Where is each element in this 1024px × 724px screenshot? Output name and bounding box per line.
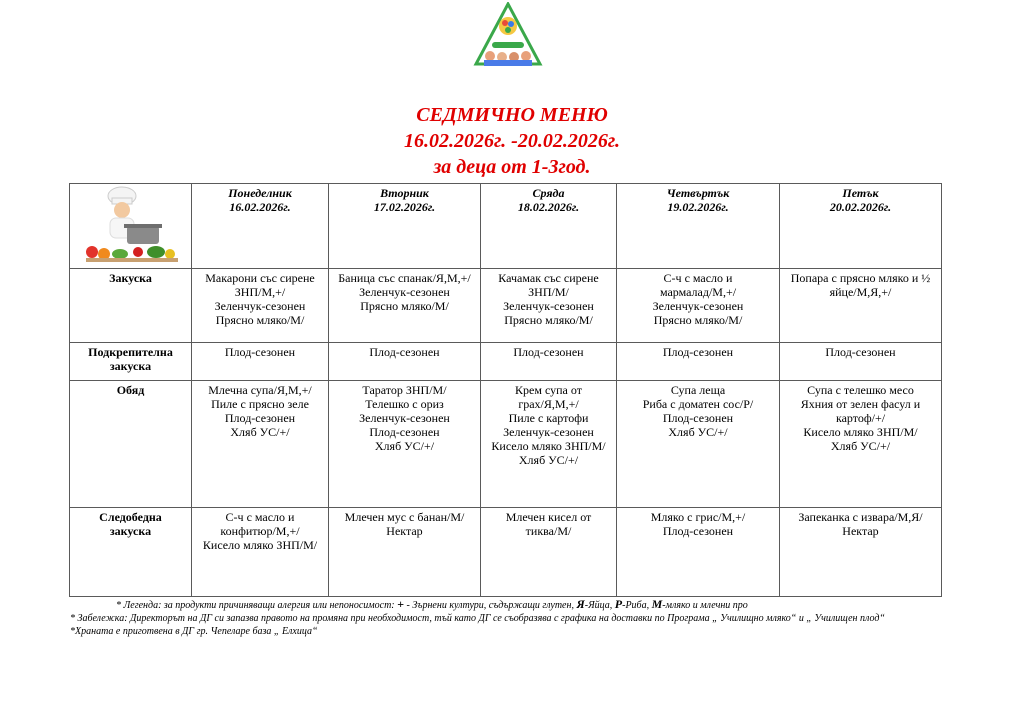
- menu-item: Плод-сезонен: [513, 345, 584, 360]
- menu-item: Яхния от зелен фасул и: [800, 397, 921, 412]
- menu-cell-friday: [780, 508, 942, 597]
- menu-item: Кисело мляко ЗНП/М/: [202, 538, 318, 553]
- menu-item: яйце/М,Я,+/: [829, 284, 892, 299]
- menu-item: Кисело мляко ЗНП/М/: [491, 439, 606, 454]
- menu-item: Качамак със сирене: [498, 270, 599, 285]
- menu-item: ЗНП/М,+/: [234, 284, 286, 299]
- menu-item: Хляб УС/+/: [518, 453, 579, 468]
- menu-item: Хляб УС/+/: [230, 425, 290, 440]
- menu-item: Плод-сезонен: [224, 345, 296, 360]
- menu-item: Зеленчук-сезонен: [652, 298, 744, 313]
- meal-row-lunch: [70, 381, 942, 508]
- meal-row-breakfast: [70, 268, 942, 343]
- menu-cell-tuesday: [329, 508, 481, 597]
- menu-cell-thursday: [617, 343, 780, 381]
- meal-label: [70, 508, 192, 597]
- menu-item: Хляб УС/+/: [668, 425, 728, 440]
- menu-item: Прясно мляко/М/: [653, 312, 743, 327]
- menu-cell-monday: [192, 343, 329, 381]
- meal-row-afternoon-snack: [70, 508, 942, 597]
- kindergarten-logo: [472, 2, 544, 70]
- menu-item: Плод-сезонен: [369, 345, 440, 360]
- menu-item: Зеленчук-сезонен: [503, 425, 594, 440]
- menu-item: С-ч с масло и: [663, 270, 733, 285]
- preparation-note: *Храната е приготвена в ДГ гр. Чепеларе база „ Елхица“: [70, 626, 318, 637]
- menu-item: Плод-сезонен: [369, 425, 440, 440]
- chef-illustration-cell: [70, 184, 192, 269]
- menu-item: Зеленчук-сезонен: [359, 284, 450, 299]
- menu-item: Зеленчук-сезонен: [214, 298, 306, 313]
- menu-cell-wednesday: [481, 381, 617, 508]
- menu-item: Нектар: [386, 524, 423, 539]
- day-header-wednesday: Сряда 18.02.2026г.: [481, 184, 617, 269]
- menu-item: Баница със спанак/Я,М,+/: [338, 270, 471, 285]
- menu-item: Нектар: [842, 524, 879, 539]
- menu-item: мармалад/М,+/: [659, 284, 737, 299]
- menu-item: Риба с доматен сос/Р/: [642, 397, 754, 412]
- menu-item: тиква/М/: [525, 524, 572, 539]
- menu-item: Прясно мляко/М/: [215, 312, 305, 327]
- meal-label-line: закуска: [109, 359, 152, 374]
- menu-item: Попара с прясно мляко и ½: [790, 270, 931, 285]
- menu-item: картоф/+/: [835, 411, 886, 426]
- menu-item: Млечен кисел от: [505, 510, 592, 525]
- menu-item: грах/Я,М,+/: [518, 397, 579, 412]
- menu-cell-monday: [192, 508, 329, 597]
- meal-label: [70, 381, 192, 508]
- menu-item: Зеленчук-сезонен: [359, 411, 450, 426]
- child-chef-image: [72, 184, 190, 264]
- menu-item: Таратор ЗНП/М/: [362, 383, 447, 398]
- menu-cell-tuesday: [329, 268, 481, 343]
- day-header-monday: Понеделник 16.02.2026г.: [192, 184, 329, 269]
- menu-cell-friday: [780, 343, 942, 381]
- meal-row-snack: [70, 343, 942, 381]
- director-note: * Забележка: Директорът на ДГ си запазва правото на промяна при необходимост, тъй като ДГ се съобразява с графика на доставки по Програма „ Училищно мляко“ и „ Училищен плод“: [70, 613, 885, 624]
- menu-cell-friday: [780, 381, 942, 508]
- meal-label-line: Подкрепителна: [88, 345, 173, 360]
- menu-item: Запеканка с извара/М,Я/: [798, 510, 923, 525]
- menu-item: Плод-сезонен: [224, 411, 296, 426]
- weekly-menu-table: [69, 183, 942, 597]
- table-header-row: [70, 184, 942, 269]
- menu-item: Зеленчук-сезонен: [503, 298, 594, 313]
- menu-item: Плод-сезонен: [662, 524, 734, 539]
- menu-item: Супа с телешко месо: [807, 383, 914, 398]
- menu-item: Млечна супа/Я,М,+/: [208, 383, 312, 398]
- menu-item: ЗНП/М/: [528, 284, 569, 299]
- menu-cell-friday: [780, 268, 942, 343]
- menu-item: Кисело мляко ЗНП/М/: [803, 425, 918, 440]
- menu-item: Телешко с ориз: [365, 397, 444, 412]
- menu-item: Крем супа от: [515, 383, 582, 398]
- meal-label: [70, 268, 192, 343]
- menu-cell-thursday: [617, 268, 780, 343]
- menu-cell-tuesday: [329, 343, 481, 381]
- menu-item: Пиле с прясно зеле: [211, 397, 309, 412]
- menu-item: Пиле с картофи: [508, 411, 589, 426]
- menu-cell-thursday: [617, 381, 780, 508]
- menu-cell-monday: [192, 381, 329, 508]
- menu-item: С-ч с масло и: [225, 510, 295, 525]
- menu-title: [0, 102, 1024, 180]
- menu-cell-monday: [192, 268, 329, 343]
- menu-item: Млечен мус с банан/М/: [344, 510, 465, 525]
- menu-cell-thursday: [617, 508, 780, 597]
- menu-item: Хляб УС/+/: [374, 439, 435, 454]
- menu-cell-wednesday: [481, 343, 617, 381]
- menu-item: Плод-сезонен: [825, 345, 896, 360]
- menu-item: Плод-сезонен: [662, 345, 734, 360]
- footnotes: [70, 598, 970, 638]
- menu-item: Прясно мляко/М/: [504, 312, 593, 327]
- allergen-legend: * Легенда: за продукти причиняващи алергия или непоносимост: + - Зърнени култури, съдържащи глутен, Я-Яйца, Р-Риба, М-мляко и млечни про: [116, 597, 748, 611]
- title-age-group: за деца от 1-3год.: [433, 156, 591, 178]
- meal-label-line: Обяд: [116, 383, 145, 398]
- menu-item: Прясно мляко/М/: [360, 298, 449, 313]
- day-header-tuesday: Вторник 17.02.2026г.: [329, 184, 481, 269]
- title-date-range: 16.02.2026г. -20.02.2026г.: [404, 130, 620, 152]
- menu-item: Супа леща: [670, 383, 726, 398]
- day-header-thursday: Четвъртък 19.02.2026г.: [617, 184, 780, 269]
- title-heading: СЕДМИЧНО МЕНЮ: [416, 104, 608, 126]
- menu-item: Хляб УС/+/: [830, 439, 891, 454]
- menu-cell-wednesday: [481, 508, 617, 597]
- meal-label-line: закуска: [109, 524, 152, 539]
- meal-label-line: Закуска: [109, 270, 152, 285]
- menu-item: Плод-сезонен: [662, 411, 734, 426]
- meal-label-line: Следобедна: [99, 510, 162, 525]
- menu-cell-wednesday: [481, 268, 617, 343]
- menu-item: Макарони със сирене: [205, 270, 315, 285]
- day-header-friday: Петък 20.02.2026г.: [780, 184, 942, 269]
- menu-item: конфитюр/М,+/: [220, 524, 300, 539]
- menu-item: Мляко с грис/М,+/: [650, 510, 746, 525]
- menu-cell-tuesday: [329, 381, 481, 508]
- meal-label: [70, 343, 192, 381]
